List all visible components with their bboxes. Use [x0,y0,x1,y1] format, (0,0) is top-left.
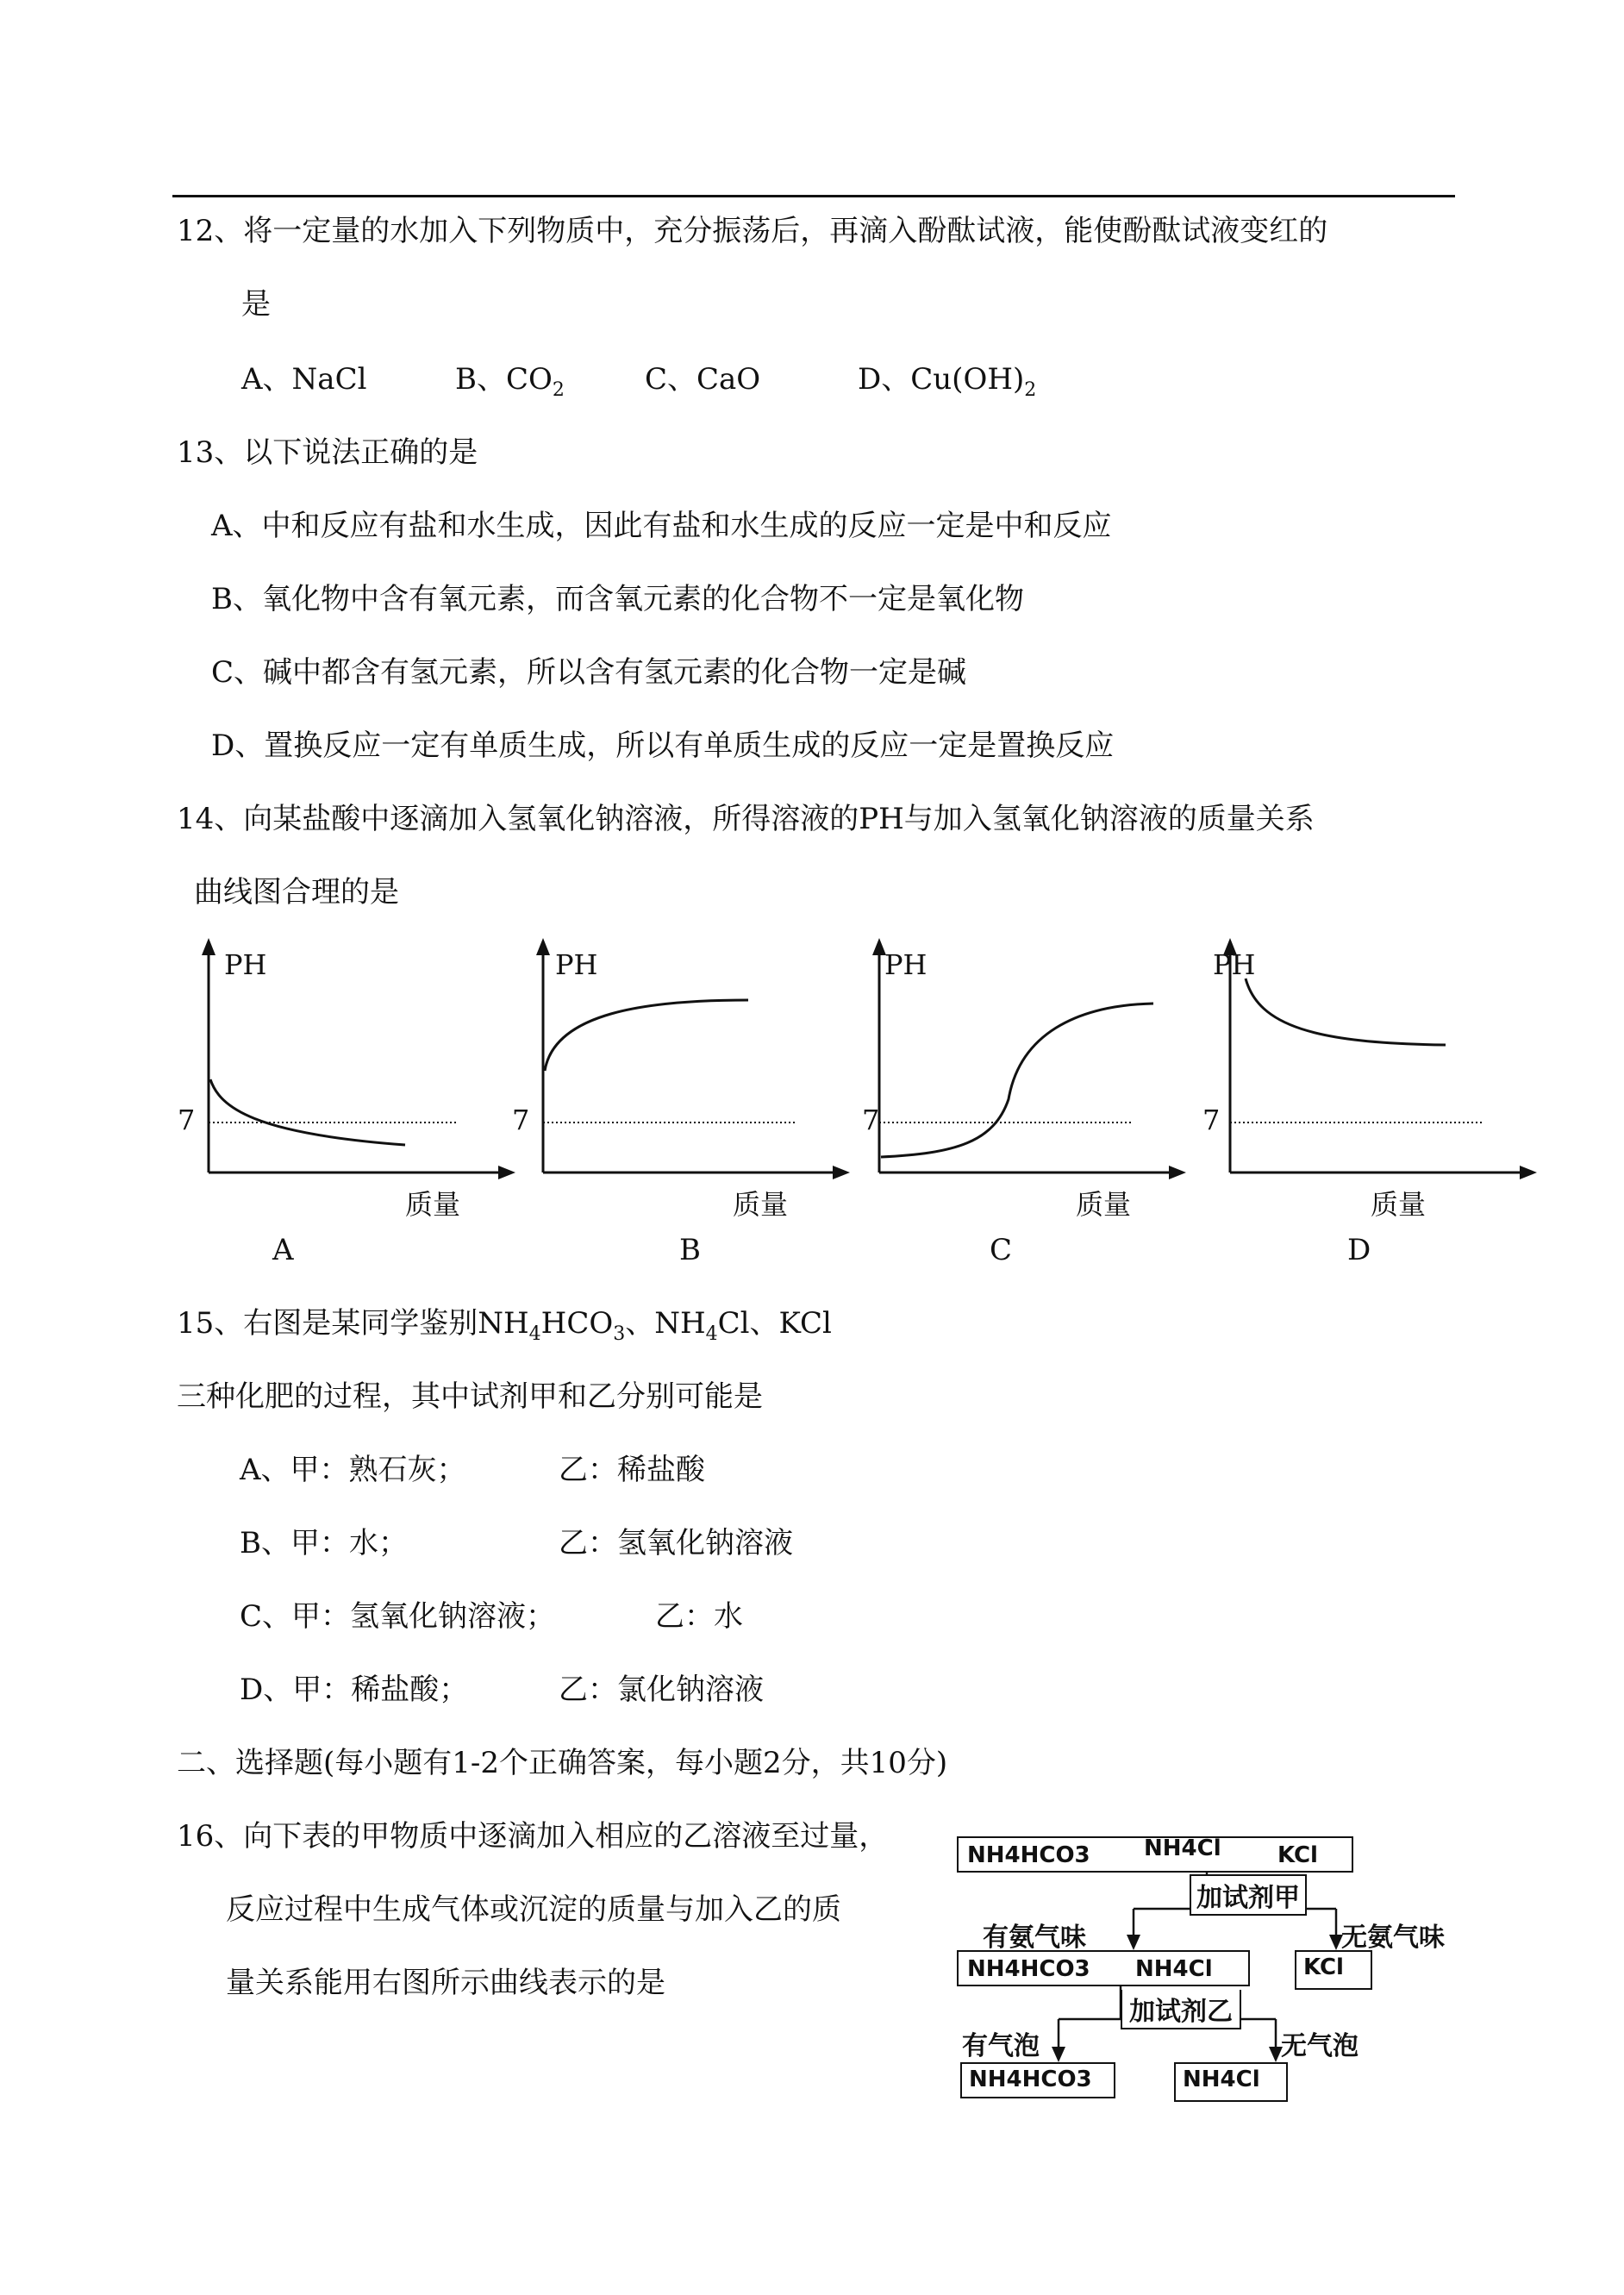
ph-curve [881,1004,1153,1157]
q13-stem: 13、以下说法正确的是 [177,435,478,470]
q12-stem-cont: 是 [241,287,271,322]
q13-option-c: C、碱中都含有氢元素，所以含有氢元素的化合物一定是碱 [211,655,967,690]
flow-kcl-box: KCl [1295,1950,1372,1990]
ph-curve [1246,979,1446,1045]
graph-a-7-label: 7 [178,1104,196,1136]
flow-top-nh4hco3: NH4HCO3 [967,1842,1090,1868]
flow-no2: 无气泡 [1281,2031,1359,2061]
graph-c-x-label: 质量 [1076,1188,1132,1221]
graph-d-x-label: 质量 [1371,1188,1427,1221]
q16-line2: 反应过程中生成气体或沉淀的质量与加入乙的质 [226,1892,841,1927]
flow-top-nh4cl: NH4Cl [1144,1835,1221,1861]
q12-option-d: D、$Cu(OH)_2$ [858,362,1037,401]
flow-top-box [957,1836,1353,1873]
q13-option-a: A、中和反应有盐和水生成，因此有盐和水生成的反应一定是中和反应 [211,509,1112,543]
graph-b [507,931,869,1221]
flow-bottom-right-box: NH4Cl [1174,2062,1288,2102]
graph-b-x-label: 质量 [733,1188,789,1221]
flow-mid-box [957,1950,1250,1986]
graph-a-x-label: 质量 [405,1188,461,1221]
flow-yes1: 有氨气味 [983,1923,1086,1953]
q14-stem: 14、向某盐酸中逐滴加入氢氧化钠溶液，所得溶液的PH与加入氢氧化钠溶液的质量关系 [177,802,1315,836]
q15-option-b: B、甲：水； [240,1526,408,1560]
q15-option-c-b: 乙：水 [655,1599,743,1634]
ph-curve [545,1000,748,1071]
flow-yes2: 有气泡 [962,2031,1040,2061]
q15-option-a: A、甲：熟石灰； [240,1453,466,1487]
q16-line1: 16、向下表的甲物质中逐滴加入相应的乙溶液至过量， [177,1819,889,1854]
graph-a-letter: A [272,1233,294,1267]
header-rule [172,195,1455,197]
q12-stem: 12、将一定量的水加入下列物质中，充分振荡后，再滴入酚酞试液，能使酚酞试液变红的 [177,214,1328,248]
x-axis-arrow-icon [1520,1166,1537,1179]
q15-stem: 15、右图是某同学鉴别$NH_4HCO_3$、$NH_4Cl$、KCl [177,1306,832,1345]
flow-mid-nh4hco3: NH4HCO3 [967,1956,1090,1982]
q16-line3: 量关系能用右图所示曲线表示的是 [226,1966,665,2000]
flow-bottom-left-box: NH4HCO3 [960,2062,1115,2098]
q12-option-b: B、$CO_2$ [455,362,565,401]
section2-heading: 二、选择题(每小题有1-2个正确答案，每小题2分，共10分) [177,1746,948,1780]
q15-stem-cont: 三种化肥的过程，其中试剂甲和乙分别可能是 [177,1379,763,1414]
graph-b-y-label: PH [555,948,598,981]
q13-option-d: D、置换反应一定有单质生成，所以有单质生成的反应一定是置换反应 [211,729,1115,763]
ph-curve [210,1079,405,1145]
q15-option-a-b: 乙：稀盐酸 [559,1453,705,1487]
graph-a [172,931,534,1221]
y-axis-arrow-icon [536,938,550,955]
graph-c-letter: C [990,1233,1013,1267]
y-axis-arrow-icon [202,938,215,955]
flow-no1: 无氨气味 [1341,1923,1445,1953]
q13-option-b: B、氧化物中含有氧元素，而含氧元素的化合物不一定是氧化物 [211,582,1024,616]
graph-c-7-label: 7 [862,1104,880,1136]
graph-d-y-label: PH [1213,948,1256,981]
q15-option-d: D、甲：稀盐酸； [240,1673,469,1707]
q15-option-b-b: 乙：氢氧化钠溶液 [559,1526,793,1560]
graph-a-y-label: PH [224,948,267,981]
x-axis-arrow-icon [1169,1166,1186,1179]
q12-option-c: C、CaO [645,362,761,397]
graph-b-letter: B [679,1233,701,1267]
graph-d-letter: D [1347,1233,1371,1267]
q15-option-c: C、甲：氢氧化钠溶液； [240,1599,556,1634]
flow-mid-nh4cl: NH4Cl [1135,1956,1213,1982]
q12-option-a: A、NaCl [241,362,367,397]
graph-c [843,931,1205,1221]
graph-d [1194,931,1556,1221]
graph-c-y-label: PH [884,948,928,981]
flow-reagent1: 加试剂甲 [1190,1874,1307,1916]
q14-stem-cont: 曲线图合理的是 [194,875,399,910]
arrow-down-icon [1052,2047,1065,2062]
flow-top-kcl: KCl [1277,1842,1318,1868]
flow-reagent2: 加试剂乙 [1121,1990,1241,2029]
arrow-down-icon [1127,1935,1140,1950]
flowchart [957,1836,1491,2147]
graph-b-7-label: 7 [512,1104,530,1136]
graph-d-7-label: 7 [1202,1104,1221,1136]
q15-option-d-b: 乙：氯化钠溶液 [559,1673,764,1707]
